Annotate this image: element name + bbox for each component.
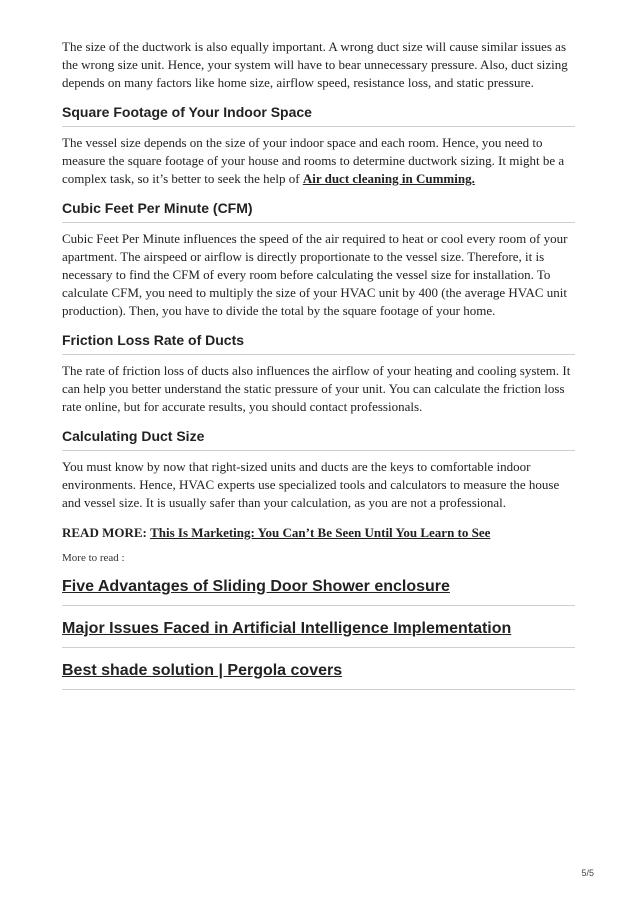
section-heading-square-footage: Square Footage of Your Indoor Space [62, 104, 575, 127]
related-link-item [62, 620, 575, 648]
read-more-line [62, 524, 575, 542]
section-heading-cfm: Cubic Feet Per Minute (CFM) [62, 200, 575, 223]
section-heading-friction-loss: Friction Loss Rate of Ducts [62, 332, 575, 355]
read-more-label: READ MORE: [62, 525, 147, 540]
related-link-item [62, 578, 575, 606]
page-number: 5/5 [581, 868, 594, 878]
related-link-ai-implementation[interactable]: Major Issues Faced in Artificial Intelligence Implementation [62, 620, 512, 637]
section-body-friction-loss: The rate of friction loss of ducts also influences the airflow of your heating and cooling system. It can help you better understand the static pressure of your unit. You can calculate the friction loss rate online, but for accurate results, you should contact professionals. [62, 363, 571, 414]
section-body-calculating-duct-size: You must know by now that right-sized units and ducts are the keys to comfortable indoor environments. Hence, HVAC experts use specialized tools and calculators to measure the house and vessel size. It is usually safer than your calculation, as you are not a professional. [62, 459, 560, 510]
air-duct-cleaning-link[interactable]: Air duct cleaning in Cumming. [302, 171, 475, 186]
read-more-link[interactable]: This Is Marketing: You Can’t Be Seen Until You Learn to See [150, 525, 491, 540]
related-link-pergola-covers[interactable]: Best shade solution | Pergola covers [62, 662, 343, 679]
section-body-text: The vessel size depends on the size of your indoor space and each room. Hence, you need to measure the square footage of your house and rooms to determine ductwork sizing. It might be a complex task, so it’s better to seek the help of [62, 135, 565, 186]
section-heading-calculating-duct-size: Calculating Duct Size [62, 428, 575, 451]
related-link-item [62, 662, 575, 690]
related-link-shower-enclosure[interactable]: Five Advantages of Sliding Door Shower enclosure [62, 578, 450, 595]
section-body-square-footage [62, 134, 575, 188]
more-to-read-label: More to read : [62, 552, 125, 564]
section-body-cfm: Cubic Feet Per Minute influences the speed of the air required to heat or cool every room of your apartment. The airspeed or airflow is directly proportionate to the vessel size. Therefore, it is necessary to find the CFM of every room before calculating the vessel size for installation. To calculate CFM, you need to multiply the size of your HVAC unit by 400 (the average HVAC unit production). Then, you have to divide the total by the square footage of your home. [62, 231, 568, 318]
document-page [62, 38, 575, 690]
intro-paragraph: The size of the ductwork is also equally important. A wrong duct size will cause similar issues as the wrong size unit. Hence, your system will have to bear unnecessary pressure. Also, duct sizing depends on many factors like home size, airflow speed, resistance loss, and static pressure. [62, 39, 568, 90]
